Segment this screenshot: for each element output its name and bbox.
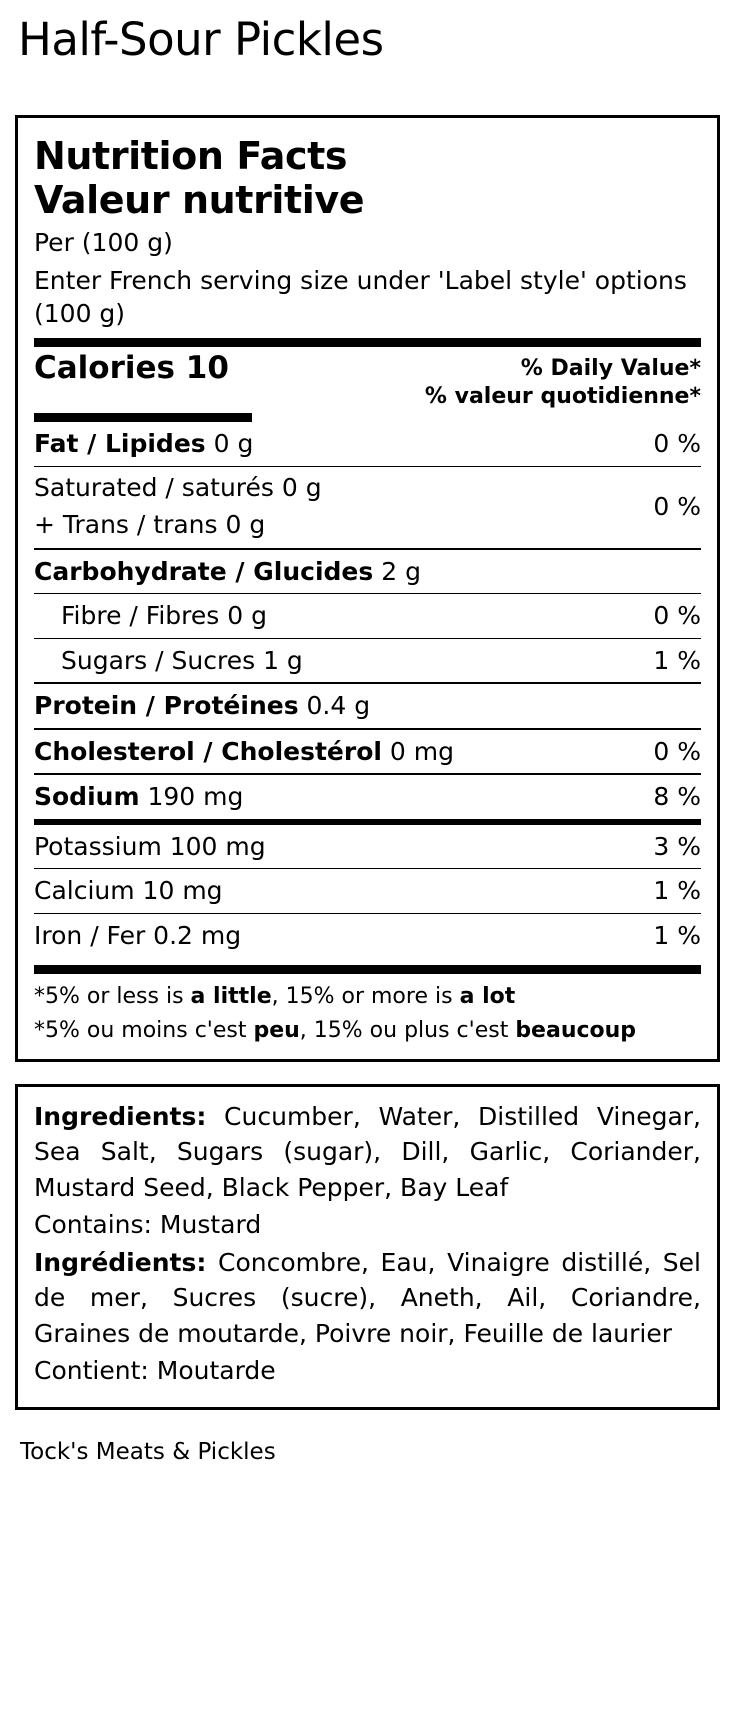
contains-label-fr: Contient: <box>34 1356 149 1386</box>
fibre-percent: 0 % <box>653 601 701 631</box>
ingredients-panel <box>15 1084 720 1410</box>
fat-percent: 0 % <box>653 429 701 459</box>
saturated-label: Saturated / saturés <box>34 472 274 502</box>
fibre-amount: 0 g <box>227 601 268 631</box>
potassium-label: Potassium 100 mg <box>34 831 266 861</box>
calories-underline <box>34 413 252 422</box>
trans-amount: 0 g <box>225 510 266 540</box>
row-fibre <box>34 594 701 638</box>
row-saturated-trans <box>34 467 701 548</box>
page-title: Half-Sour Pickles <box>18 13 384 66</box>
nutrition-heading-fr: Valeur nutritive <box>34 178 365 223</box>
footnote-en <box>34 980 701 1013</box>
iron-label: Iron / Fer 0.2 mg <box>34 920 242 950</box>
ingredients-label-en: Ingredients: <box>34 1101 207 1131</box>
row-iron <box>34 914 701 958</box>
footnote-fr-part2: , 15% ou plus c'est <box>299 1017 516 1043</box>
ingredients-text-en: Cucumber, Water, Distilled Vinegar, Sea Salt, Sugars (sugar), Dill, Garlic, Coriander, Mustard Seed, Black Pepper, Bay Leaf <box>34 1101 701 1202</box>
divider-before-footnote <box>34 965 701 974</box>
fat-amount: 0 g <box>213 429 254 459</box>
fat-label-group <box>34 426 653 462</box>
iron-percent: 1 % <box>653 920 701 950</box>
row-carbohydrate <box>34 550 701 594</box>
ingredients-en <box>34 1099 701 1206</box>
footnote-block <box>34 974 701 1048</box>
footnote-fr-peu: peu <box>253 1017 300 1043</box>
daily-value-fr: % valeur quotidienne* <box>424 384 701 410</box>
saturated-trans-lines <box>34 469 653 544</box>
trans-label: + Trans / trans <box>34 510 218 540</box>
calcium-label: Calcium 10 mg <box>34 876 223 906</box>
calories-value: 10 <box>185 350 229 387</box>
carbohydrate-label-group <box>34 554 701 590</box>
contains-en <box>34 1207 701 1243</box>
row-calcium <box>34 869 701 913</box>
daily-value-header <box>425 351 701 411</box>
trans-line <box>34 506 653 544</box>
divider-thick-top <box>34 338 701 347</box>
daily-value-en: % Daily Value* <box>520 356 701 382</box>
serving-size-en: Per (100 g) <box>34 228 173 258</box>
serving-size-fr: Enter French serving size under 'Label style' options (100 g) <box>34 265 687 328</box>
sodium-label-group <box>34 779 653 815</box>
footnote-en-little: a little <box>190 984 272 1010</box>
row-potassium <box>34 825 701 869</box>
row-fat <box>34 422 701 466</box>
saturated-amount: 0 g <box>281 472 322 502</box>
sugars-label: Sugars / Sucres <box>61 645 256 675</box>
footnote-en-part1: *5% or less is <box>34 984 191 1010</box>
row-sodium <box>34 775 701 819</box>
sugars-amount: 1 g <box>263 645 303 675</box>
cholesterol-amount: 0 mg <box>389 736 454 766</box>
carbohydrate-amount: 2 g <box>381 556 421 586</box>
contains-label-en: Contains: <box>34 1210 152 1240</box>
row-cholesterol <box>34 730 701 774</box>
sugars-label-group <box>34 643 653 679</box>
footnote-fr-part1: *5% ou moins c'est <box>34 1017 254 1043</box>
sodium-amount: 190 mg <box>147 782 244 812</box>
footnote-en-lot: a lot <box>459 984 516 1010</box>
protein-label: Protein / Protéines <box>34 691 299 721</box>
footnote-fr-beaucoup: beaucoup <box>515 1017 637 1043</box>
fat-label: Fat / Lipides <box>34 429 206 459</box>
nutrition-facts-panel <box>15 115 720 1062</box>
contains-fr <box>34 1353 701 1389</box>
saturated-line <box>34 469 653 507</box>
contains-text-fr: Moutarde <box>156 1356 276 1386</box>
fibre-label: Fibre / Fibres <box>61 601 220 631</box>
row-protein <box>34 684 701 728</box>
protein-amount: 0.4 g <box>306 691 371 721</box>
ingredients-label-fr: Ingrédients: <box>34 1247 207 1277</box>
company-name: Tock's Meats & Pickles <box>20 1438 276 1465</box>
label-page <box>0 8 735 1468</box>
sugars-percent: 1 % <box>653 645 701 675</box>
calories-label-group <box>34 351 229 387</box>
sodium-percent: 8 % <box>653 782 701 812</box>
calories-label: Calories <box>34 350 175 387</box>
calories-row <box>34 347 701 413</box>
sodium-label: Sodium <box>34 782 140 812</box>
ingredients-fr <box>34 1245 701 1352</box>
footnote-fr <box>34 1014 701 1047</box>
cholesterol-label: Cholesterol / Cholestérol <box>34 736 382 766</box>
row-sugars <box>34 639 701 683</box>
saturated-trans-percent: 0 % <box>653 491 701 521</box>
cholesterol-label-group <box>34 734 653 770</box>
calcium-percent: 1 % <box>653 876 701 906</box>
nutrition-heading-en: Nutrition Facts <box>34 134 348 179</box>
cholesterol-percent: 0 % <box>653 736 701 766</box>
contains-text-en: Mustard <box>159 1210 262 1240</box>
ingredients-text-fr: Concombre, Eau, Vinaigre distillé, Sel de mer, Sucres (sucre), Aneth, Ail, Coriandre, Graines de moutarde, Poivre noir, Feuille de laurier <box>34 1247 701 1348</box>
carbohydrate-label: Carbohydrate / Glucides <box>34 556 374 586</box>
protein-label-group <box>34 688 701 724</box>
fibre-label-group <box>34 598 653 634</box>
footnote-en-part2: , 15% or more is <box>271 984 460 1010</box>
potassium-percent: 3 % <box>653 831 701 861</box>
